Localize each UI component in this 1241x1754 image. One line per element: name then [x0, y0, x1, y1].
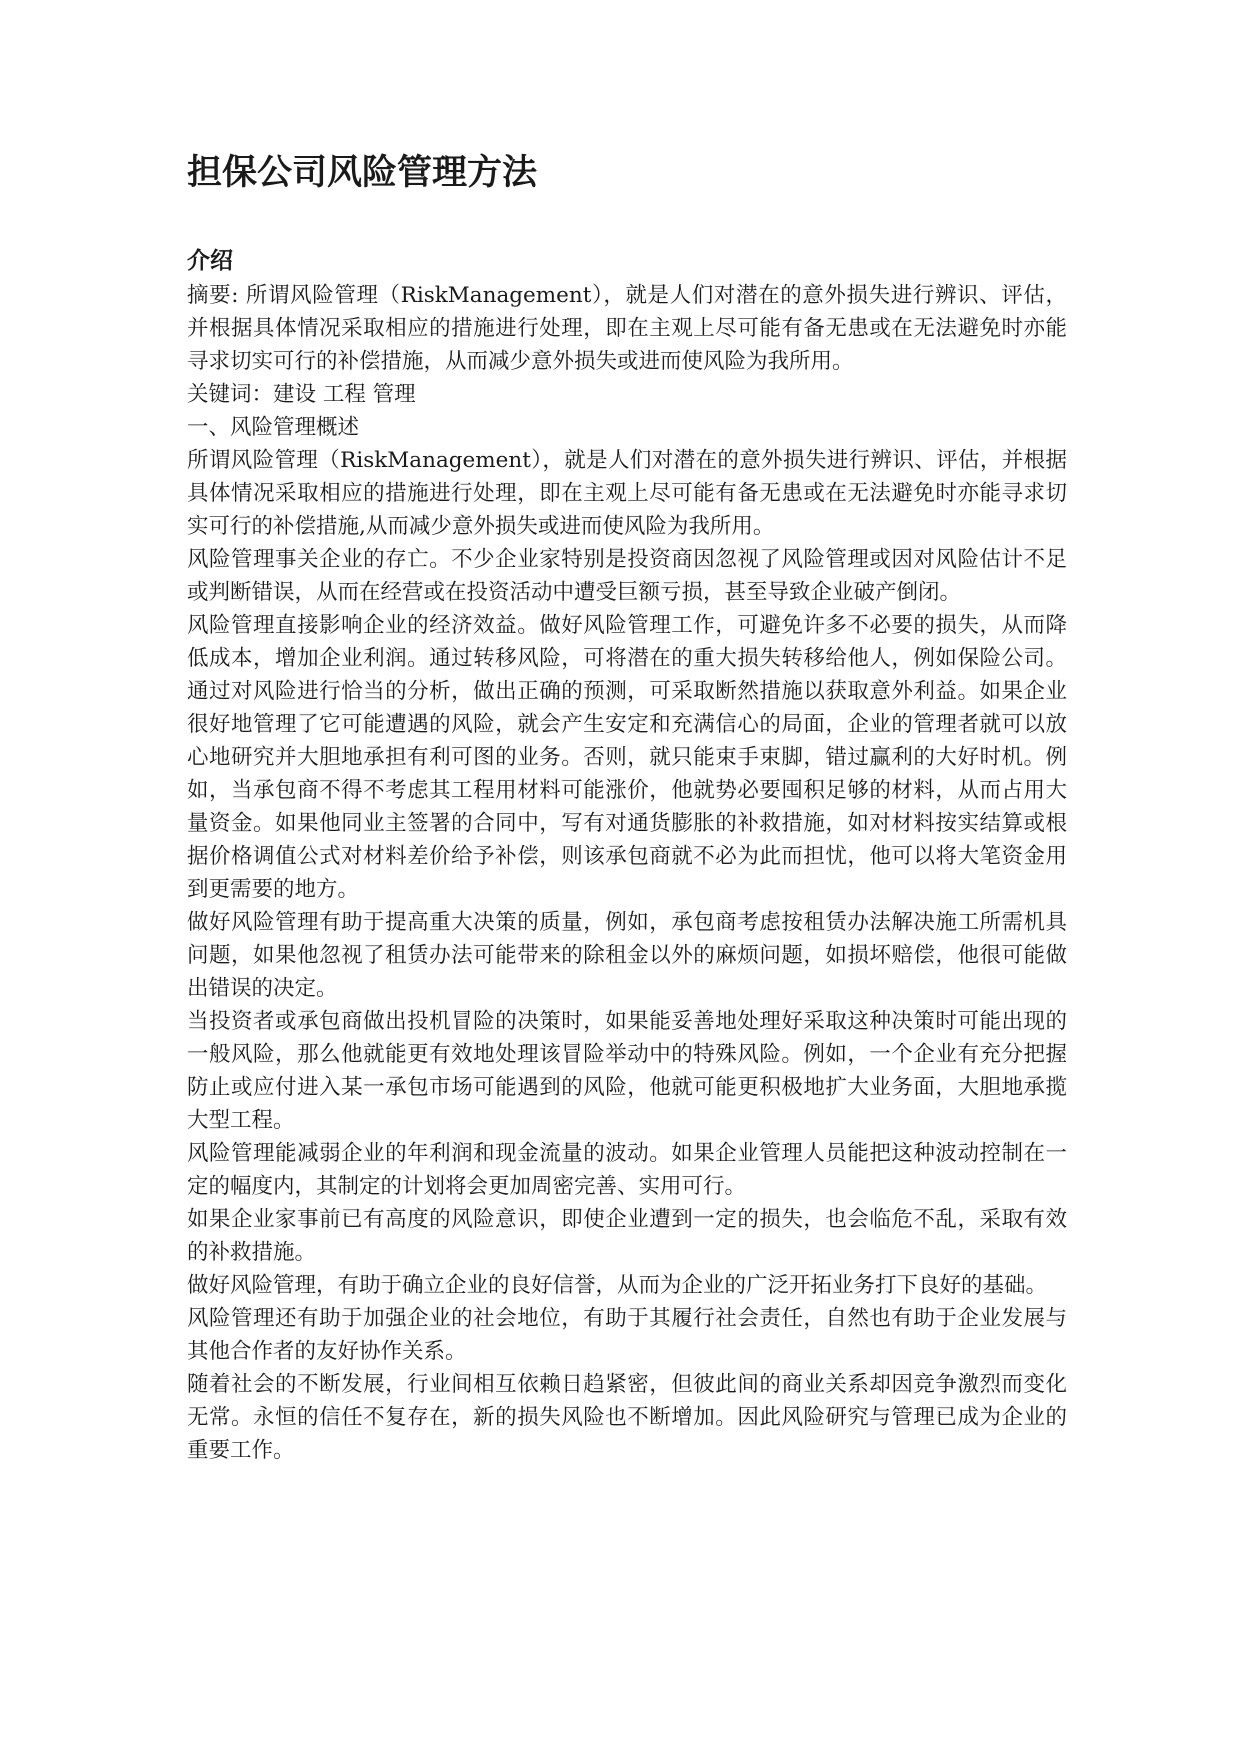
- paragraph: 做好风险管理有助于提高重大决策的质量，例如，承包商考虑按租赁办法解决施工所需机具问题，如果他忽视了租赁办法可能带来的除租金以外的麻烦问题，如损坏赔偿，他很可能做出错误的决定。: [187, 909, 1067, 1001]
- paragraph: 做好风险管理，有助于确立企业的良好信誉，从而为企业的广泛开拓业务打下良好的基础。: [187, 1272, 1048, 1298]
- paragraph-keywords: 关键词：建设 工程 管理: [187, 381, 416, 407]
- document-page: [187, 150, 1067, 1467]
- paragraph: 风险管理还有助于加强企业的社会地位，有助于其履行社会责任，自然也有助于企业发展与其他合作者的友好协作关系。: [187, 1305, 1067, 1364]
- paragraph-abstract: 摘要: 所谓风险管理（RiskManagement），就是人们对潜在的意外损失进行辨识、评估，并根据具体情况采取相应的措施进行处理，即在主观上尽可能有备无患或在无法避免时亦能寻求切实可行的补偿措施，从而减少意外损失或进而使风险为我所用。: [187, 282, 1067, 374]
- document-body: [187, 279, 1067, 1467]
- paragraph-section-one-heading: 一、风险管理概述: [187, 414, 360, 440]
- paragraph: 所谓风险管理（RiskManagement），就是人们对潜在的意外损失进行辨识、评估，并根据具体情况采取相应的措施进行处理，即在主观上尽可能有备无患或在无法避免时亦能寻求切实可行的补偿措施,从而减少意外损失或进而使风险为我所用。: [187, 447, 1067, 539]
- document-title: 担保公司风险管理方法: [187, 152, 538, 193]
- section-heading-intro: 介绍: [187, 246, 233, 274]
- paragraph: 风险管理直接影响企业的经济效益。做好风险管理工作，可避免许多不必要的损失，从而降低成本，增加企业利润。通过转移风险，可将潜在的重大损失转移给他人，例如保险公司。通过对风险进行恰当的分析，做出正确的预测，可采取断然措施以获取意外利益。如果企业很好地管理了它可能遭遇的风险，就会产生安定和充满信心的局面，企业的管理者就可以放心地研究并大胆地承担有利可图的业务。否则，就只能束手束脚，错过赢利的大好时机。例如，当承包商不得不考虑其工程用材料可能涨价，他就势必要囤积足够的材料，从而占用大量资金。如果他同业主签署的合同中，写有对通货膨胀的补救措施，如对材料按实结算或根据价格调值公式对材料差价给予补偿，则该承包商就不必为此而担忧，他可以将大笔资金用到更需要的地方。: [187, 612, 1067, 902]
- paragraph: 如果企业家事前已有高度的风险意识，即使企业遭到一定的损失，也会临危不乱，采取有效的补救措施。: [187, 1206, 1067, 1265]
- paragraph: 随着社会的不断发展，行业间相互依赖日趋紧密，但彼此间的商业关系却因竞争激烈而变化无常。永恒的信任不复存在，新的损失风险也不断增加。因此风险研究与管理已成为企业的重要工作。: [187, 1371, 1067, 1463]
- paragraph: 当投资者或承包商做出投机冒险的决策时，如果能妥善地处理好采取这种决策时可能出现的一般风险，那么他就能更有效地处理该冒险举动中的特殊风险。例如，一个企业有充分把握防止或应付进入某一承包市场可能遇到的风险，他就可能更积极地扩大业务面，大胆地承揽大型工程。: [187, 1008, 1067, 1133]
- paragraph: 风险管理能减弱企业的年利润和现金流量的波动。如果企业管理人员能把这种波动控制在一定的幅度内，其制定的计划将会更加周密完善、实用可行。: [187, 1140, 1067, 1199]
- paragraph: 风险管理事关企业的存亡。不少企业家特别是投资商因忽视了风险管理或因对风险估计不足或判断错误，从而在经营或在投资活动中遭受巨额亏损，甚至导致企业破产倒闭。: [187, 546, 1067, 605]
